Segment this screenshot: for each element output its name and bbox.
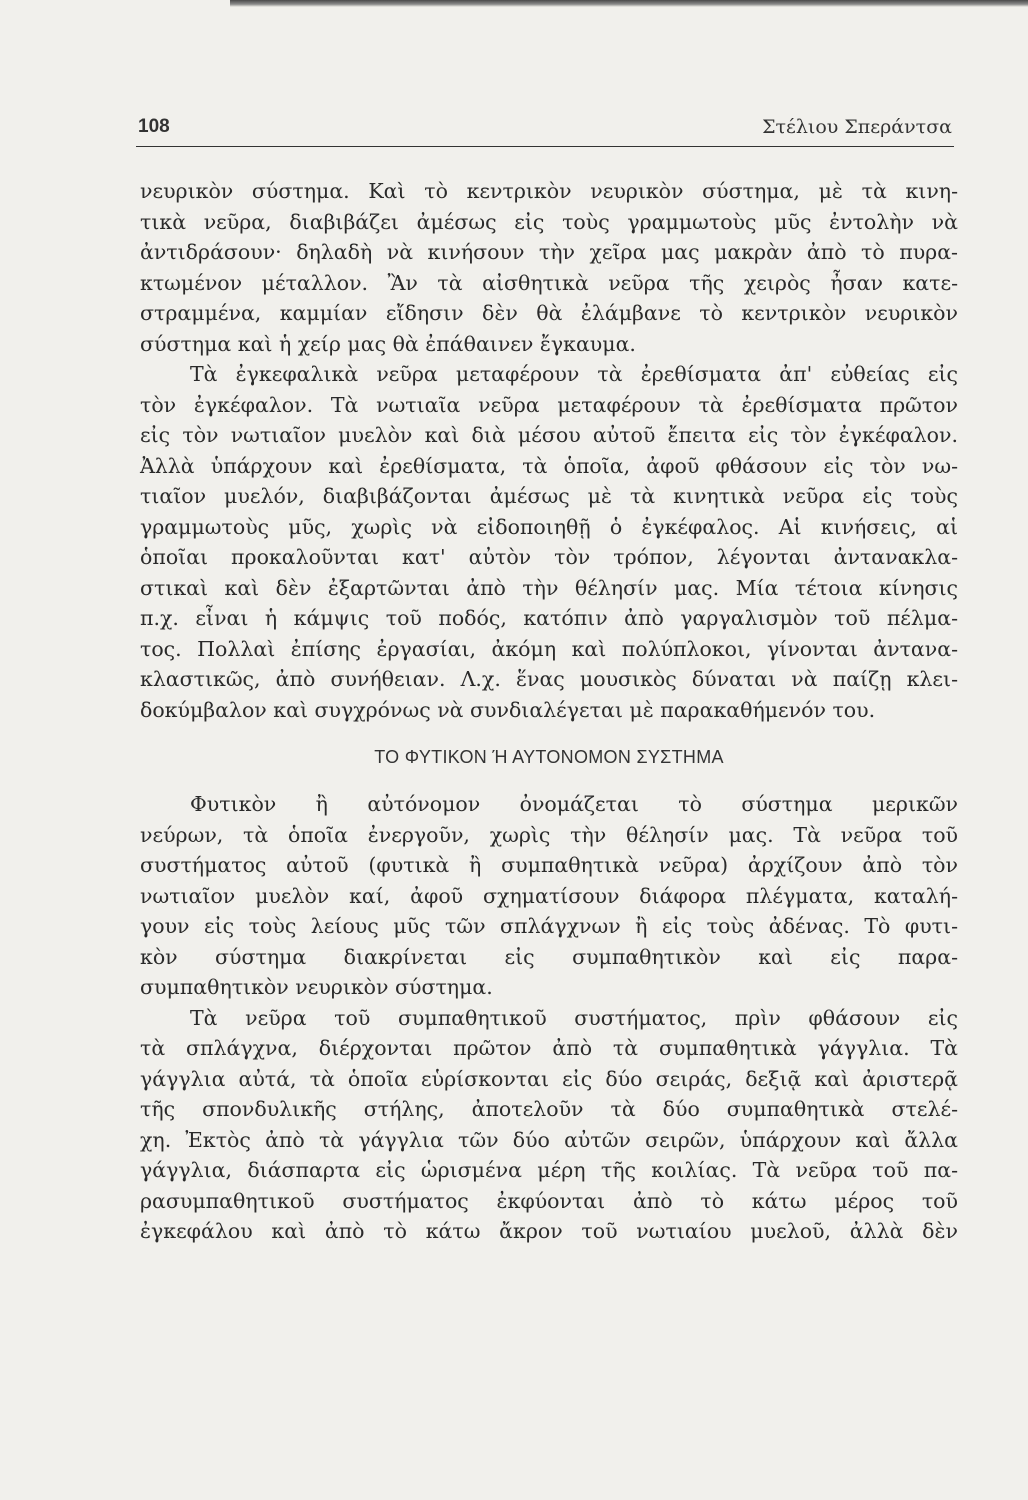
section-heading: ΤΟ ΦΥΤΙΚΟΝ Ή ΑΥΤΟΝΟΜΟΝ ΣΥΣΤΗΜΑ bbox=[374, 747, 724, 767]
text-line: Τὰ ἐγκεφαλικὰ νεῦρα μεταφέρουν τὰ ἐρεθίσματα ἀπ' εὐθείας εἰς bbox=[190, 362, 958, 386]
text-line: στραμμένα, καμμίαν εἴδησιν δὲν θὰ ἐλάμβανε τὸ κεντρικὸν νευρικὸν bbox=[140, 301, 958, 325]
text-line: κτωμένον μέταλλον. Ἂν τὰ αἰσθητικὰ νεῦρα τῆς χειρὸς ἦσαν κατε- bbox=[140, 270, 958, 295]
text-line: νωτιαῖον μυελὸν καί, ἀφοῦ σχηματίσουν διάφορα πλέγματα, καταλή- bbox=[140, 883, 958, 908]
text-line: τος. Πολλαὶ ἐπίσης ἐργασίαι, ἀκόμη καὶ πολύπλοκοι, γίνονται ἀντανα- bbox=[140, 636, 958, 661]
text-line: κλαστικῶς, ἀπὸ συνήθειαν. Λ.χ. ἕνας μουσικὸς δύναται νὰ παίζῃ κλει- bbox=[140, 667, 958, 691]
text-line: ἐγκεφάλου καὶ ἀπὸ τὸ κάτω ἄκρον τοῦ νωτιαίου μυελοῦ, ἀλλὰ δὲν bbox=[140, 1219, 958, 1243]
text-line: Ἀλλὰ ὑπάρχουν καὶ ἐρεθίσματα, τὰ ὁποῖα, ἀφοῦ φθάσουν εἰς τὸν νω- bbox=[140, 453, 958, 478]
text-line: χη. Ἐκτὸς ἀπὸ τὰ γάγγλια τῶν δύο αὐτῶν σειρῶν, ὑπάρχουν καὶ ἄλλα bbox=[140, 1127, 958, 1152]
text-line: γραμμωτοὺς μῦς, χωρὶς νὰ εἰδοποιηθῇ ὁ ἐγκέφαλος. Αἱ κινήσεις, αἱ bbox=[140, 514, 958, 539]
text-line: ἀντιδράσουν· δηλαδὴ νὰ κινήσουν τὴν χεῖρα μας μακρὰν ἀπὸ τὸ πυρα- bbox=[140, 240, 958, 264]
page-header bbox=[136, 112, 954, 147]
text-line: κὸν σύστημα διακρίνεται εἰς συμπαθητικὸν καὶ εἰς παρα- bbox=[140, 944, 958, 969]
body-text bbox=[140, 176, 958, 1247]
text-line: Τὰ νεῦρα τοῦ συμπαθητικοῦ συστήματος, πρὶν φθάσουν εἰς bbox=[190, 1005, 958, 1030]
text-line: συστήματος αὐτοῦ (φυτικὰ ἢ συμπαθητικὰ νεῦρα) ἀρχίζουν ἀπὸ τὸν bbox=[140, 853, 958, 877]
text-line: τὸν ἐγκέφαλον. Τὰ νωτιαῖα νεῦρα μεταφέρουν τὰ ἐρεθίσματα πρῶτον bbox=[140, 392, 958, 417]
text-line: τιαῖον μυελόν, διαβιβάζονται ἀμέσως μὲ τὰ κινητικὰ νεῦρα εἰς τοὺς bbox=[140, 484, 958, 508]
text-line: γάγγλια, διάσπαρτα εἰς ὡρισμένα μέρη τῆς κοιλίας. Τὰ νεῦρα τοῦ πα- bbox=[140, 1158, 958, 1182]
scan-shadow-edge bbox=[230, 0, 1028, 7]
text-line: τικὰ νεῦρα, διαβιβάζει ἀμέσως εἰς τοὺς γραμμωτοὺς μῦς ἐντολὴν νὰ bbox=[140, 209, 958, 234]
text-line: στικαὶ καὶ δὲν ἐξαρτῶνται ἀπὸ τὴν θέλησίν μας. Μία τέτοια κίνησις bbox=[140, 575, 958, 600]
text-line: γουν εἰς τοὺς λείους μῦς τῶν σπλάγχνων ἢ εἰς τοὺς ἀδένας. Τὸ φυτι- bbox=[140, 914, 958, 938]
text-line: νευρικὸν σύστημα. Καὶ τὸ κεντρικὸν νευρικὸν σύστημα, μὲ τὰ κινη- bbox=[140, 179, 958, 203]
text-line: ὁποῖαι προκαλοῦνται κατ' αὐτὸν τὸν τρόπον, λέγονται ἀντανακλα- bbox=[140, 545, 958, 569]
text-line: συμπαθητικὸν νευρικὸν σύστημα. bbox=[140, 975, 493, 999]
text-line: π.χ. εἶναι ἡ κάμψις τοῦ ποδός, κατόπιν ἀπὸ γαργαλισμὸν τοῦ πέλμα- bbox=[140, 606, 958, 630]
text-line: τῆς σπονδυλικῆς στήλης, ἀποτελοῦν τὰ δύο συμπαθητικὰ στελέ- bbox=[140, 1097, 958, 1121]
text-line: Φυτικὸν ἢ αὐτόνομον ὀνομάζεται τὸ σύστημα μερικῶν bbox=[190, 792, 958, 816]
text-line: γάγγλια αὐτά, τὰ ὁποῖα εὑρίσκονται εἰς δύο σειράς, δεξιᾷ καὶ ἀριστερᾷ bbox=[140, 1066, 958, 1091]
text-line: ρασυμπαθητικοῦ συστήματος ἐκφύονται ἀπὸ τὸ κάτω μέρος τοῦ bbox=[140, 1188, 958, 1213]
page-number: 108 bbox=[138, 116, 170, 137]
text-line: τὰ σπλάγχνα, διέρχονται πρῶτον ἀπὸ τὰ συμπαθητικὰ γάγγλια. Τὰ bbox=[140, 1036, 958, 1060]
text-line: σύστημα καὶ ἡ χείρ μας θὰ ἐπάθαινεν ἔγκαυμα. bbox=[140, 331, 636, 356]
text-line: νεύρων, τὰ ὁποῖα ἐνεργοῦν, χωρὶς τὴν θέλησίν μας. Τὰ νεῦρα τοῦ bbox=[140, 822, 958, 847]
running-head-author: Στέλιου Σπεράντσα bbox=[762, 116, 952, 138]
text-line: εἰς τὸν νωτιαῖον μυελὸν καὶ διὰ μέσου αὐτοῦ ἔπειτα εἰς τὸν ἐγκέφαλον. bbox=[140, 423, 958, 447]
text-line: δοκύμβαλον καὶ συγχρόνως νὰ συνδιαλέγεται μὲ παρακαθήμενόν του. bbox=[140, 697, 876, 722]
